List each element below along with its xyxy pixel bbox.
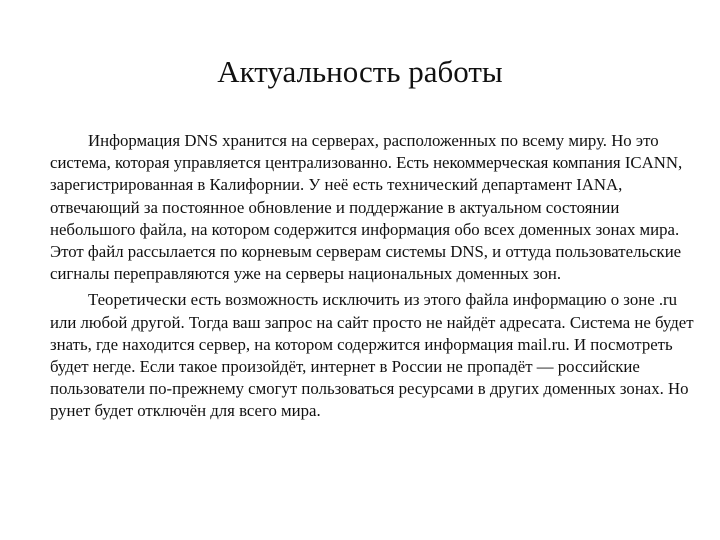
- slide-title: Актуальность работы: [217, 54, 503, 89]
- slide-body: [50, 130, 696, 423]
- paragraph-dns-overview: Информация DNS хранится на серверах, расположенных по всему миру. Но это система, которая управляется централизованно. Есть некоммерческая компания ICANN, зарегистрированная в Калифорнии. У неё есть технический департамент IANA, отвечающий за постоянное обновление и поддержание в актуальном состоянии небольшого файла, на котором содержится информация обо всех доменных зонах мира. Этот файл рассылается по корневым серверам системы DNS, и оттуда пользовательские сигналы переправляются уже на серверы национальных доменных зон.: [50, 131, 683, 284]
- paragraph-ru-zone-exclusion: Теоретически есть возможность исключить из этого файла информацию о зоне .ru или любой другой. Тогда ваш запрос на сайт просто не найдёт адресата. Система не будет знать, где находится сервер, на котором содержится информация mail.ru. И посмотреть будет негде. Если такое произойдёт, интернет в России не пропадёт — российские пользователи по-прежнему смогут пользоваться ресурсами в других доменных зонах. Но рунет будет отключён для всего мира.: [50, 290, 694, 421]
